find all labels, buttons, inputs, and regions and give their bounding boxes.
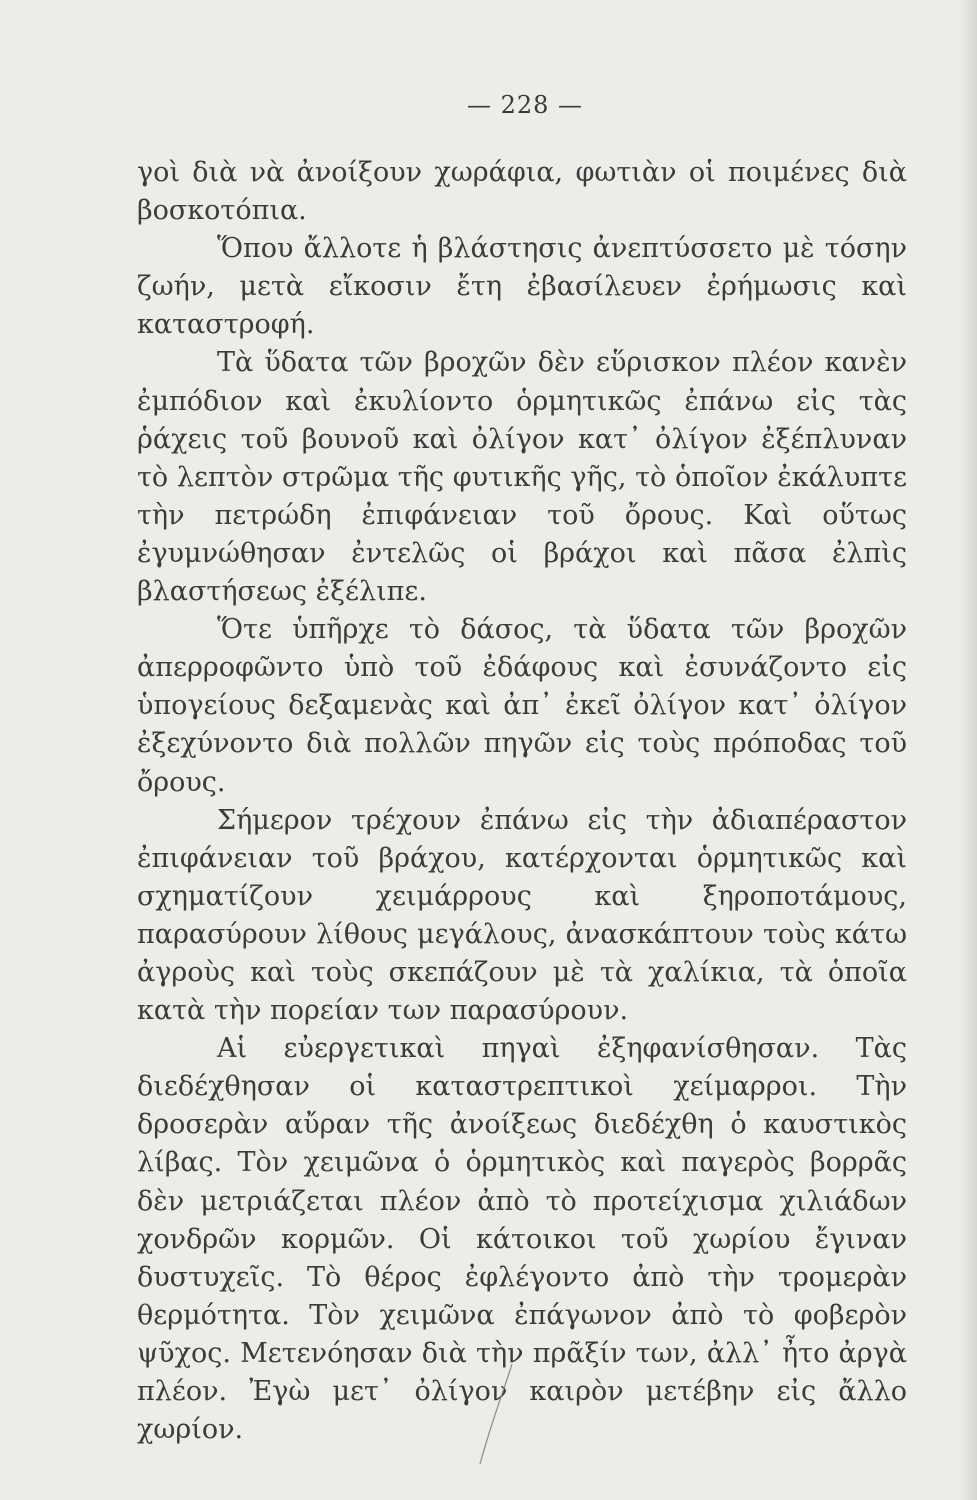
paragraph-2: Ὅπου ἄλλοτε ἡ βλάστησις ἀνεπτύσσετο μὲ τόσην ζωήν, μετὰ εἴκοσιν ἔτη ἐβασίλευεν ἐρήμωσις καὶ καταστροφή. (137, 233, 907, 341)
page-number: — 228 — (466, 91, 584, 119)
body-text (137, 154, 907, 1449)
paragraph-1: γοὶ διὰ νὰ ἀνοίξουν χωράφια, φωτιὰν οἱ ποιμένες διὰ βοσκοτόπια. (137, 157, 907, 227)
paragraph-6: Αἱ εὐεργετικαὶ πηγαὶ ἐξηφανίσθησαν. Τὰς διεδέχθησαν οἱ καταστρεπτικοὶ χείμαρροι. Τὴν δροσερὰν αὔραν τῆς ἀνοίξεως διεδέχθη ὁ καυστικὸς λίβας. Τὸν χειμῶνα ὁ ὁρμητικὸς καὶ παγερὸς βορρᾶς δὲν μετριάζεται πλέον ἀπὸ τὸ προτείχισμα χιλιάδων χονδρῶν κορμῶν. Οἱ κάτοικοι τοῦ χωρίου ἔγιναν δυστυχεῖς. Τὸ θέρος ἐφλέγοντο ἀπὸ τὴν τρομερὰν θερμότητα. Τὸν χειμῶνα ἐπάγωνον ἀπὸ τὸ φοβερὸν ψῦχος. Μετενόησαν διὰ τὴν πρᾶξίν των, ἀλλ᾽ ἦτο ἀργὰ πλέον. Ἐγὼ μετ᾽ ὀλίγον καιρὸν μετέβην εἰς ἄλλο χωρίον. (137, 1033, 907, 1446)
paragraph-3: Τὰ ὕδατα τῶν βροχῶν δὲν εὕρισκον πλέον κανὲν ἐμπόδιον καὶ ἐκυλίοντο ὁρμητικῶς ἐπάνω εἰς τὰς ῥάχεις τοῦ βουνοῦ καὶ ὀλίγον κατ᾽ ὀλίγον ἐξέπλυναν τὸ λεπτὸν στρῶμα τῆς φυτικῆς γῆς, τὸ ὁποῖον ἐκάλυπτε τὴν πετρώδη ἐπιφάνειαν τοῦ ὄρους. Καὶ οὕτως ἐγυμνώθησαν ἐντελῶς οἱ βράχοι καὶ πᾶσα ἐλπὶς βλαστήσεως ἐξέλιπε. (137, 347, 907, 608)
paragraph-5: Σήμερον τρέχουν ἐπάνω εἰς τὴν ἀδιαπέραστον ἐπιφάνειαν τοῦ βράχου, κατέρχονται ὁρμητικῶς καὶ σχηματίζουν χειμάρρους καὶ ξηροποτάμους, παρασύρουν λίθους μεγάλους, ἀνασκάπτουν τοὺς κάτω ἀγροὺς καὶ τοὺς σκεπάζουν μὲ τὰ χαλίκια, τὰ ὁποῖα κατὰ τὴν πορείαν των παρασύρουν. (137, 804, 907, 1027)
paragraph-4: Ὅτε ὑπῆρχε τὸ δάσος, τὰ ὕδατα τῶν βροχῶν ἀπερροφῶντο ὑπὸ τοῦ ἐδάφους καὶ ἐσυνάζοντο εἰς ὑπογείους δεξαμενὰς καὶ ἀπ᾽ ἐκεῖ ὀλίγον κατ᾽ ὀλίγον ἐξεχύνοντο διὰ πολλῶν πηγῶν εἰς τοὺς πρόποδας τοῦ ὄρους. (137, 614, 907, 798)
pencil-stroke-mark (470, 1360, 530, 1470)
